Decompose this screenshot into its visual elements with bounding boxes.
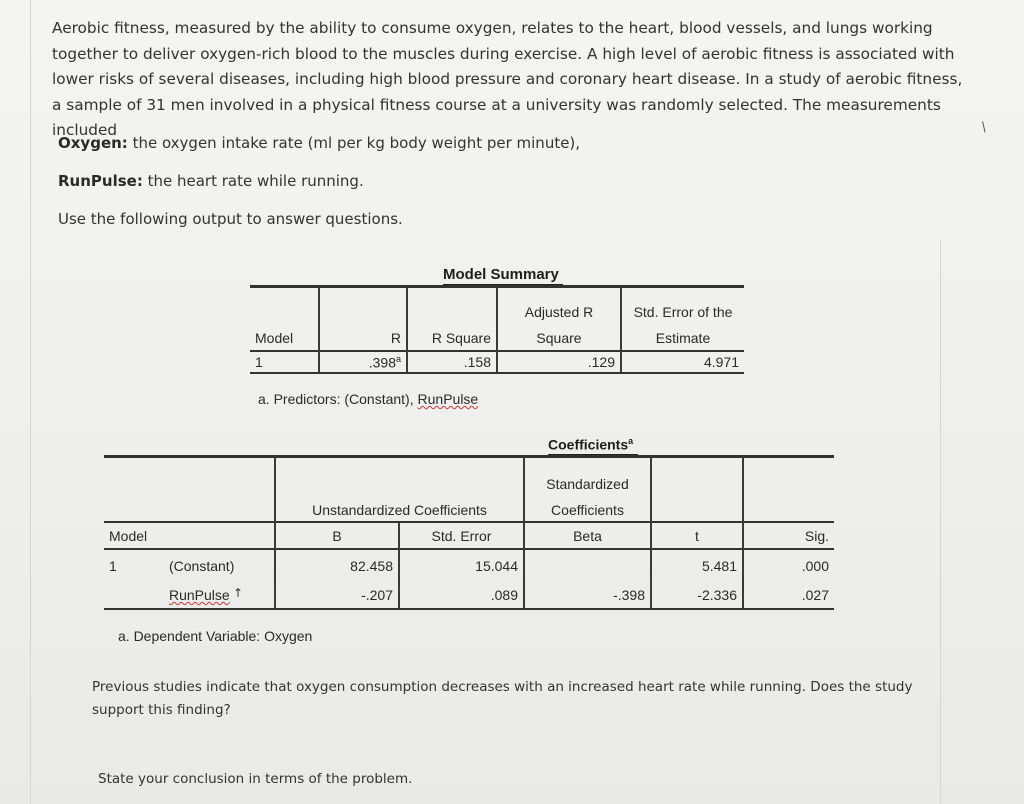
- coefficients-footnote: a: [628, 436, 634, 446]
- cell-sig: .000: [743, 549, 834, 582]
- adj-r-line2: Square: [536, 330, 582, 346]
- col-sig: Sig.: [743, 522, 834, 549]
- cell-beta: -.398: [524, 582, 651, 609]
- dependent-variable-note: a. Dependent Variable: Oxygen: [118, 628, 313, 644]
- coefficients-title-text: Coefficients: [548, 436, 629, 453]
- cell-sig: .027: [743, 582, 834, 609]
- table-row: [250, 351, 744, 373]
- adj-r-line1: Adjusted R: [524, 304, 594, 320]
- standardized-header: [524, 457, 651, 523]
- r-footnote: a: [395, 353, 401, 364]
- page-margin-left: [30, 0, 31, 804]
- pen-mark-icon: /: [978, 119, 990, 136]
- cell-model: 1: [250, 351, 319, 373]
- col-model: Model: [255, 330, 294, 346]
- oxygen-definition: [58, 134, 580, 152]
- cell-model: 1: [104, 549, 164, 582]
- col-model: Model: [104, 522, 275, 549]
- runpulse-text: the heart rate while running.: [142, 172, 364, 190]
- cell-t: 5.481: [651, 549, 743, 582]
- col-t: t: [651, 522, 743, 549]
- model-summary-table: [250, 285, 744, 374]
- cell-t: -2.336: [651, 582, 743, 609]
- instruction-text: Use the following output to answer questions.: [58, 210, 403, 228]
- se-line1: Std. Error of the: [633, 304, 733, 320]
- blank-header: [104, 457, 275, 523]
- col-r-square: R Square: [407, 287, 497, 352]
- question-text: Previous studies indicate that oxygen consumption decreases with an increased heart rate while running. Does the study support this finding?: [92, 679, 913, 718]
- conclusion-prompt: State your conclusion in terms of the problem.: [98, 771, 413, 787]
- intro-paragraph: Aerobic fitness, measured by the ability to consume oxygen, relates to the heart, blood vessels, and lungs working together to deliver oxygen-rich blood to the muscles during exercise. A high level of aerobic fitness is associated with lower risks of several diseases, including high blood pressure and coronary heart disease. In a study of aerobic fitness, a sample of 31 men involved in a physical fitness course at a university was randomly selected. The measurements included: [52, 19, 963, 139]
- col-std-error: [621, 287, 744, 352]
- cell-se: 15.044: [399, 549, 524, 582]
- runpulse-term: RunPulse:: [58, 172, 143, 190]
- cell-r: [319, 351, 407, 373]
- blank-header: [743, 457, 834, 523]
- table-header-row: [250, 287, 744, 352]
- col-r: R: [319, 287, 407, 352]
- col-b: B: [275, 522, 399, 549]
- col-beta: Beta: [524, 522, 651, 549]
- predictors-note-var: RunPulse: [417, 391, 479, 407]
- se-line2: Estimate: [655, 330, 711, 346]
- cell-b: 82.458: [275, 549, 399, 582]
- cell-b: -.207: [275, 582, 399, 609]
- col-std-error: Std. Error: [399, 522, 524, 549]
- page-margin-right: [940, 240, 941, 804]
- unstandardized-header: Unstandardized Coefficients: [275, 457, 524, 523]
- predictors-note: [258, 391, 478, 407]
- cell-name: (Constant): [164, 549, 275, 582]
- mouse-cursor-icon: ↑: [233, 586, 244, 600]
- runpulse-definition: [58, 172, 364, 190]
- model-summary-title: Model Summary: [443, 266, 559, 283]
- cell-se: .089: [399, 582, 524, 609]
- predictors-note-text: a. Predictors: (Constant),: [258, 391, 418, 407]
- table-header-row: [104, 457, 834, 523]
- oxygen-term: Oxygen:: [58, 134, 128, 152]
- oxygen-text: the oxygen intake rate (ml per kg body weight per minute),: [127, 134, 581, 152]
- standardized-line2: Coefficients: [551, 502, 624, 518]
- table-row: [104, 582, 834, 609]
- table-header-row: [104, 522, 834, 549]
- table-row: [104, 549, 834, 582]
- r-value: .398: [368, 354, 396, 371]
- standardized-line1: Standardized: [546, 476, 629, 492]
- cell-adj-r-square: .129: [497, 351, 621, 373]
- cell-model: [104, 582, 164, 609]
- blank-header: [651, 457, 743, 523]
- cell-std-error: 4.971: [621, 351, 744, 373]
- runpulse-label: RunPulse: [169, 587, 230, 603]
- col-adjusted-r-square: [497, 287, 621, 352]
- coefficients-table: [104, 455, 834, 610]
- cell-name: [164, 582, 275, 609]
- cell-beta: [524, 549, 651, 582]
- cell-r-square: .158: [407, 351, 497, 373]
- coefficients-title: [548, 436, 633, 453]
